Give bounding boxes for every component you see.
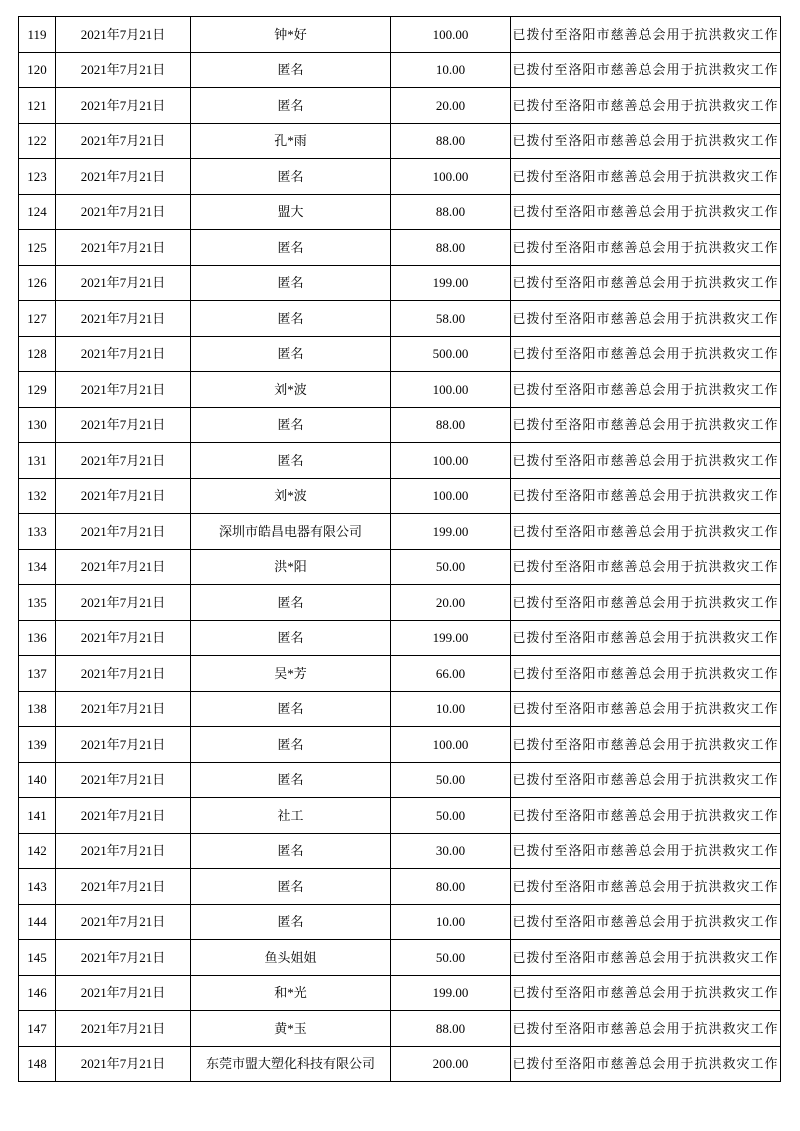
date-cell: 2021年7月21日 xyxy=(56,940,191,976)
table-row xyxy=(19,869,781,905)
serial-number-cell: 135 xyxy=(19,585,56,621)
date-cell: 2021年7月21日 xyxy=(56,123,191,159)
table-row xyxy=(19,514,781,550)
amount-cell: 88.00 xyxy=(391,230,511,266)
table-row xyxy=(19,194,781,230)
date-cell: 2021年7月21日 xyxy=(56,691,191,727)
serial-number-cell: 136 xyxy=(19,620,56,656)
purpose-cell: 已拨付至洛阳市慈善总会用于抗洪救灾工作 xyxy=(511,1046,781,1082)
serial-number-cell: 121 xyxy=(19,88,56,124)
purpose-cell: 已拨付至洛阳市慈善总会用于抗洪救灾工作 xyxy=(511,514,781,550)
donor-name-cell: 洪*阳 xyxy=(191,549,391,585)
donor-name-cell: 匿名 xyxy=(191,301,391,337)
date-cell: 2021年7月21日 xyxy=(56,159,191,195)
purpose-cell: 已拨付至洛阳市慈善总会用于抗洪救灾工作 xyxy=(511,194,781,230)
date-cell: 2021年7月21日 xyxy=(56,17,191,53)
serial-number-cell: 137 xyxy=(19,656,56,692)
amount-cell: 100.00 xyxy=(391,443,511,479)
purpose-cell: 已拨付至洛阳市慈善总会用于抗洪救灾工作 xyxy=(511,88,781,124)
purpose-cell: 已拨付至洛阳市慈善总会用于抗洪救灾工作 xyxy=(511,940,781,976)
table-row xyxy=(19,833,781,869)
table-row xyxy=(19,52,781,88)
date-cell: 2021年7月21日 xyxy=(56,1046,191,1082)
purpose-cell: 已拨付至洛阳市慈善总会用于抗洪救灾工作 xyxy=(511,336,781,372)
purpose-cell: 已拨付至洛阳市慈善总会用于抗洪救灾工作 xyxy=(511,443,781,479)
amount-cell: 100.00 xyxy=(391,372,511,408)
date-cell: 2021年7月21日 xyxy=(56,478,191,514)
date-cell: 2021年7月21日 xyxy=(56,372,191,408)
donor-name-cell: 匿名 xyxy=(191,407,391,443)
donor-name-cell: 孔*雨 xyxy=(191,123,391,159)
amount-cell: 10.00 xyxy=(391,52,511,88)
donor-name-cell: 匿名 xyxy=(191,833,391,869)
donor-name-cell: 深圳市皓昌电器有限公司 xyxy=(191,514,391,550)
table-row xyxy=(19,904,781,940)
date-cell: 2021年7月21日 xyxy=(56,265,191,301)
donor-name-cell: 钟*好 xyxy=(191,17,391,53)
table-row xyxy=(19,159,781,195)
purpose-cell: 已拨付至洛阳市慈善总会用于抗洪救灾工作 xyxy=(511,727,781,763)
table-row xyxy=(19,798,781,834)
table-row xyxy=(19,762,781,798)
purpose-cell: 已拨付至洛阳市慈善总会用于抗洪救灾工作 xyxy=(511,975,781,1011)
donor-name-cell: 匿名 xyxy=(191,762,391,798)
amount-cell: 50.00 xyxy=(391,549,511,585)
donor-name-cell: 匿名 xyxy=(191,52,391,88)
serial-number-cell: 139 xyxy=(19,727,56,763)
purpose-cell: 已拨付至洛阳市慈善总会用于抗洪救灾工作 xyxy=(511,762,781,798)
amount-cell: 200.00 xyxy=(391,1046,511,1082)
serial-number-cell: 127 xyxy=(19,301,56,337)
purpose-cell: 已拨付至洛阳市慈善总会用于抗洪救灾工作 xyxy=(511,656,781,692)
purpose-cell: 已拨付至洛阳市慈善总会用于抗洪救灾工作 xyxy=(511,478,781,514)
donor-name-cell: 东莞市盟大塑化科技有限公司 xyxy=(191,1046,391,1082)
table-row xyxy=(19,727,781,763)
table-row xyxy=(19,230,781,266)
donor-name-cell: 黄*玉 xyxy=(191,1011,391,1047)
table-row xyxy=(19,478,781,514)
purpose-cell: 已拨付至洛阳市慈善总会用于抗洪救灾工作 xyxy=(511,52,781,88)
purpose-cell: 已拨付至洛阳市慈善总会用于抗洪救灾工作 xyxy=(511,798,781,834)
donation-table xyxy=(18,16,781,1082)
date-cell: 2021年7月21日 xyxy=(56,514,191,550)
date-cell: 2021年7月21日 xyxy=(56,585,191,621)
serial-number-cell: 148 xyxy=(19,1046,56,1082)
amount-cell: 58.00 xyxy=(391,301,511,337)
table-row xyxy=(19,336,781,372)
table-row xyxy=(19,1011,781,1047)
date-cell: 2021年7月21日 xyxy=(56,443,191,479)
amount-cell: 10.00 xyxy=(391,691,511,727)
amount-cell: 10.00 xyxy=(391,904,511,940)
amount-cell: 50.00 xyxy=(391,940,511,976)
date-cell: 2021年7月21日 xyxy=(56,1011,191,1047)
table-row xyxy=(19,17,781,53)
purpose-cell: 已拨付至洛阳市慈善总会用于抗洪救灾工作 xyxy=(511,833,781,869)
date-cell: 2021年7月21日 xyxy=(56,407,191,443)
table-row xyxy=(19,1046,781,1082)
amount-cell: 100.00 xyxy=(391,159,511,195)
table-row xyxy=(19,265,781,301)
donor-name-cell: 鱼头姐姐 xyxy=(191,940,391,976)
purpose-cell: 已拨付至洛阳市慈善总会用于抗洪救灾工作 xyxy=(511,123,781,159)
serial-number-cell: 140 xyxy=(19,762,56,798)
table-row xyxy=(19,88,781,124)
date-cell: 2021年7月21日 xyxy=(56,549,191,585)
amount-cell: 199.00 xyxy=(391,265,511,301)
date-cell: 2021年7月21日 xyxy=(56,975,191,1011)
amount-cell: 20.00 xyxy=(391,88,511,124)
amount-cell: 100.00 xyxy=(391,17,511,53)
purpose-cell: 已拨付至洛阳市慈善总会用于抗洪救灾工作 xyxy=(511,301,781,337)
amount-cell: 88.00 xyxy=(391,407,511,443)
purpose-cell: 已拨付至洛阳市慈善总会用于抗洪救灾工作 xyxy=(511,620,781,656)
serial-number-cell: 128 xyxy=(19,336,56,372)
purpose-cell: 已拨付至洛阳市慈善总会用于抗洪救灾工作 xyxy=(511,230,781,266)
serial-number-cell: 125 xyxy=(19,230,56,266)
amount-cell: 199.00 xyxy=(391,514,511,550)
purpose-cell: 已拨付至洛阳市慈善总会用于抗洪救灾工作 xyxy=(511,159,781,195)
donor-name-cell: 匿名 xyxy=(191,620,391,656)
date-cell: 2021年7月21日 xyxy=(56,869,191,905)
amount-cell: 88.00 xyxy=(391,1011,511,1047)
donor-name-cell: 社工 xyxy=(191,798,391,834)
donor-name-cell: 刘*波 xyxy=(191,372,391,408)
donor-name-cell: 匿名 xyxy=(191,691,391,727)
serial-number-cell: 133 xyxy=(19,514,56,550)
table-row xyxy=(19,585,781,621)
amount-cell: 199.00 xyxy=(391,620,511,656)
serial-number-cell: 132 xyxy=(19,478,56,514)
serial-number-cell: 145 xyxy=(19,940,56,976)
amount-cell: 50.00 xyxy=(391,762,511,798)
amount-cell: 80.00 xyxy=(391,869,511,905)
table-row xyxy=(19,691,781,727)
donor-name-cell: 匿名 xyxy=(191,88,391,124)
donor-name-cell: 匿名 xyxy=(191,869,391,905)
donor-name-cell: 和*光 xyxy=(191,975,391,1011)
amount-cell: 88.00 xyxy=(391,194,511,230)
serial-number-cell: 143 xyxy=(19,869,56,905)
purpose-cell: 已拨付至洛阳市慈善总会用于抗洪救灾工作 xyxy=(511,585,781,621)
purpose-cell: 已拨付至洛阳市慈善总会用于抗洪救灾工作 xyxy=(511,691,781,727)
serial-number-cell: 130 xyxy=(19,407,56,443)
table-row xyxy=(19,301,781,337)
amount-cell: 66.00 xyxy=(391,656,511,692)
table-row xyxy=(19,123,781,159)
table-row xyxy=(19,443,781,479)
date-cell: 2021年7月21日 xyxy=(56,798,191,834)
serial-number-cell: 119 xyxy=(19,17,56,53)
serial-number-cell: 122 xyxy=(19,123,56,159)
serial-number-cell: 129 xyxy=(19,372,56,408)
date-cell: 2021年7月21日 xyxy=(56,656,191,692)
table-row xyxy=(19,407,781,443)
table-row xyxy=(19,940,781,976)
date-cell: 2021年7月21日 xyxy=(56,762,191,798)
serial-number-cell: 120 xyxy=(19,52,56,88)
table-row xyxy=(19,549,781,585)
amount-cell: 30.00 xyxy=(391,833,511,869)
donor-name-cell: 匿名 xyxy=(191,727,391,763)
purpose-cell: 已拨付至洛阳市慈善总会用于抗洪救灾工作 xyxy=(511,1011,781,1047)
date-cell: 2021年7月21日 xyxy=(56,727,191,763)
date-cell: 2021年7月21日 xyxy=(56,833,191,869)
table-row xyxy=(19,975,781,1011)
date-cell: 2021年7月21日 xyxy=(56,301,191,337)
serial-number-cell: 124 xyxy=(19,194,56,230)
amount-cell: 20.00 xyxy=(391,585,511,621)
date-cell: 2021年7月21日 xyxy=(56,620,191,656)
serial-number-cell: 134 xyxy=(19,549,56,585)
date-cell: 2021年7月21日 xyxy=(56,194,191,230)
purpose-cell: 已拨付至洛阳市慈善总会用于抗洪救灾工作 xyxy=(511,869,781,905)
donor-name-cell: 匿名 xyxy=(191,443,391,479)
purpose-cell: 已拨付至洛阳市慈善总会用于抗洪救灾工作 xyxy=(511,904,781,940)
amount-cell: 500.00 xyxy=(391,336,511,372)
table-row xyxy=(19,372,781,408)
donor-name-cell: 匿名 xyxy=(191,159,391,195)
donation-table-body xyxy=(19,17,781,1082)
donor-name-cell: 匿名 xyxy=(191,904,391,940)
donor-name-cell: 匿名 xyxy=(191,230,391,266)
amount-cell: 199.00 xyxy=(391,975,511,1011)
serial-number-cell: 144 xyxy=(19,904,56,940)
table-row xyxy=(19,656,781,692)
serial-number-cell: 138 xyxy=(19,691,56,727)
serial-number-cell: 123 xyxy=(19,159,56,195)
date-cell: 2021年7月21日 xyxy=(56,336,191,372)
table-row xyxy=(19,620,781,656)
serial-number-cell: 131 xyxy=(19,443,56,479)
donor-name-cell: 匿名 xyxy=(191,585,391,621)
amount-cell: 100.00 xyxy=(391,727,511,763)
purpose-cell: 已拨付至洛阳市慈善总会用于抗洪救灾工作 xyxy=(511,407,781,443)
serial-number-cell: 142 xyxy=(19,833,56,869)
date-cell: 2021年7月21日 xyxy=(56,904,191,940)
amount-cell: 88.00 xyxy=(391,123,511,159)
donor-name-cell: 匿名 xyxy=(191,265,391,301)
purpose-cell: 已拨付至洛阳市慈善总会用于抗洪救灾工作 xyxy=(511,265,781,301)
purpose-cell: 已拨付至洛阳市慈善总会用于抗洪救灾工作 xyxy=(511,17,781,53)
donor-name-cell: 吴*芳 xyxy=(191,656,391,692)
donor-name-cell: 刘*波 xyxy=(191,478,391,514)
serial-number-cell: 146 xyxy=(19,975,56,1011)
serial-number-cell: 141 xyxy=(19,798,56,834)
donor-name-cell: 盟大 xyxy=(191,194,391,230)
serial-number-cell: 147 xyxy=(19,1011,56,1047)
amount-cell: 100.00 xyxy=(391,478,511,514)
date-cell: 2021年7月21日 xyxy=(56,230,191,266)
purpose-cell: 已拨付至洛阳市慈善总会用于抗洪救灾工作 xyxy=(511,372,781,408)
donor-name-cell: 匿名 xyxy=(191,336,391,372)
serial-number-cell: 126 xyxy=(19,265,56,301)
date-cell: 2021年7月21日 xyxy=(56,88,191,124)
date-cell: 2021年7月21日 xyxy=(56,52,191,88)
amount-cell: 50.00 xyxy=(391,798,511,834)
purpose-cell: 已拨付至洛阳市慈善总会用于抗洪救灾工作 xyxy=(511,549,781,585)
